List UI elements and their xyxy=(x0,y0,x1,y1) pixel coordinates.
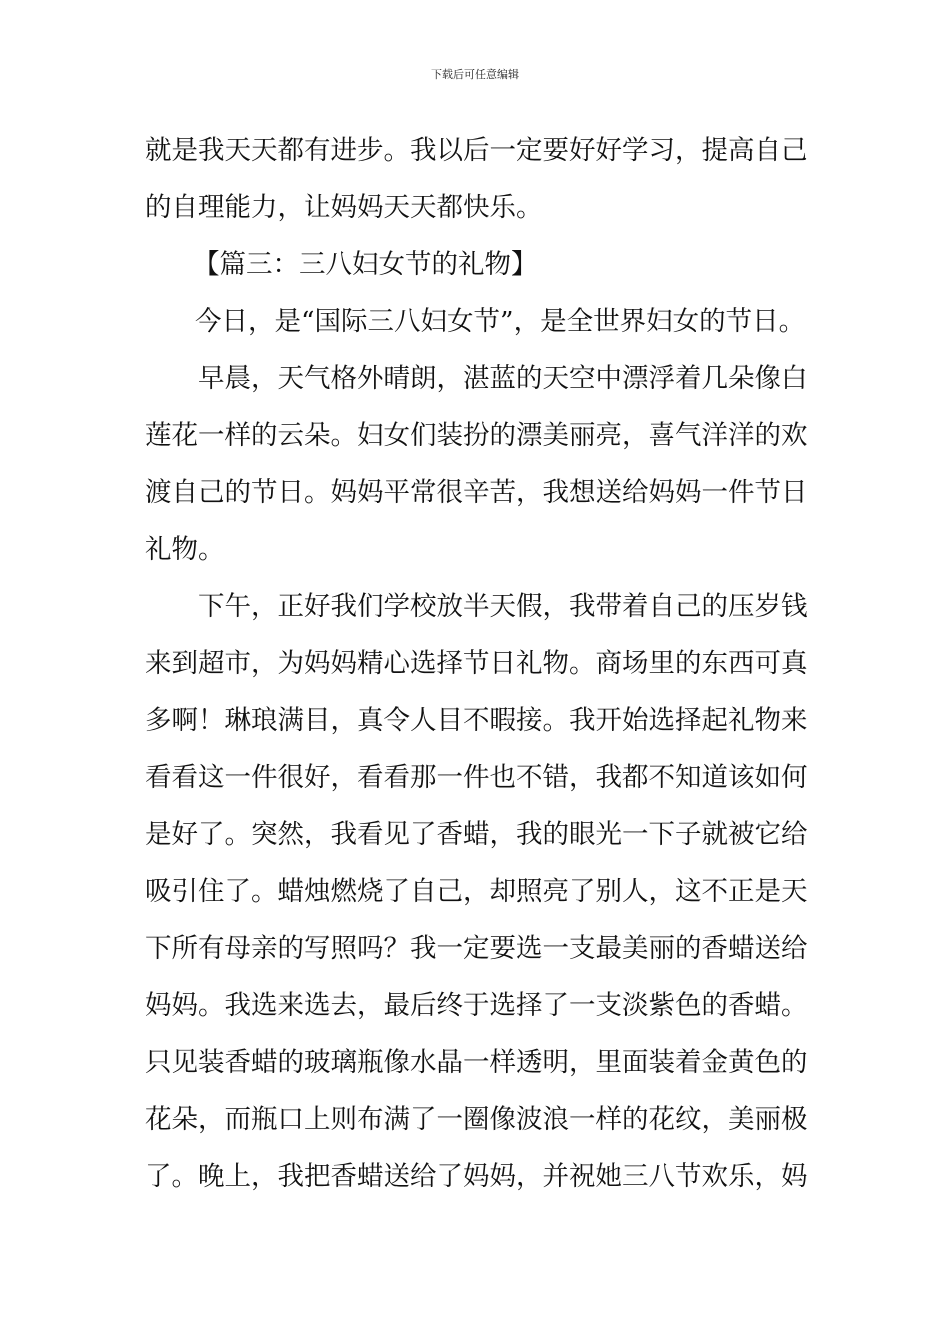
page-header: 下载后可任意编辑 xyxy=(431,68,519,81)
section-heading: 【篇三：三八妇女节的礼物】 xyxy=(193,249,538,280)
text-line-2: 的自理能力，让妈妈天天都快乐。 xyxy=(145,192,543,223)
text-line-1: 就是我天天都有进步。我以后一定要好好学习，提高自己 xyxy=(145,135,808,166)
text-line-8: 礼物。 xyxy=(145,534,225,565)
text-line-12: 看看这一件很好，看看那一件也不错，我都不知道该如何 xyxy=(145,762,808,793)
text-line-19: 了。晚上，我把香蜡送给了妈妈，并祝她三八节欢乐，妈 xyxy=(145,1161,808,1192)
text-line-11: 多啊！琳琅满目，真令人目不暇接。我开始选择起礼物来 xyxy=(145,705,808,736)
text-line-9: 下午，正好我们学校放半天假，我带着自己的压岁钱 xyxy=(198,591,808,622)
text-line-15: 下所有母亲的写照吗？我一定要选一支最美丽的香蜡送给 xyxy=(145,933,808,964)
text-line-10: 来到超市，为妈妈精心选择节日礼物。商场里的东西可真 xyxy=(145,648,808,679)
text-line-5: 早晨，天气格外晴朗，湛蓝的天空中漂浮着几朵像白 xyxy=(198,363,808,394)
text-line-6: 莲花一样的云朵。妇女们装扮的漂美丽亮，喜气洋洋的欢 xyxy=(145,420,808,451)
text-line-17: 只见装香蜡的玻璃瓶像水晶一样透明，里面装着金黄色的 xyxy=(145,1047,808,1078)
text-line-14: 吸引住了。蜡烛燃烧了自己，却照亮了别人，这不正是天 xyxy=(145,876,808,907)
text-line-18: 花朵，而瓶口上则布满了一圈像波浪一样的花纹，美丽极 xyxy=(145,1104,808,1135)
text-line-7: 渡自己的节日。妈妈平常很辛苦，我想送给妈妈一件节日 xyxy=(145,477,808,508)
text-line-4: 今日，是“国际三八妇女节”，是全世界妇女的节日。 xyxy=(195,306,806,337)
text-line-13: 是好了。突然，我看见了香蜡，我的眼光一下子就被它给 xyxy=(145,819,808,850)
text-line-16: 妈妈。我选来选去，最后终于选择了一支淡紫色的香蜡。 xyxy=(145,990,808,1021)
